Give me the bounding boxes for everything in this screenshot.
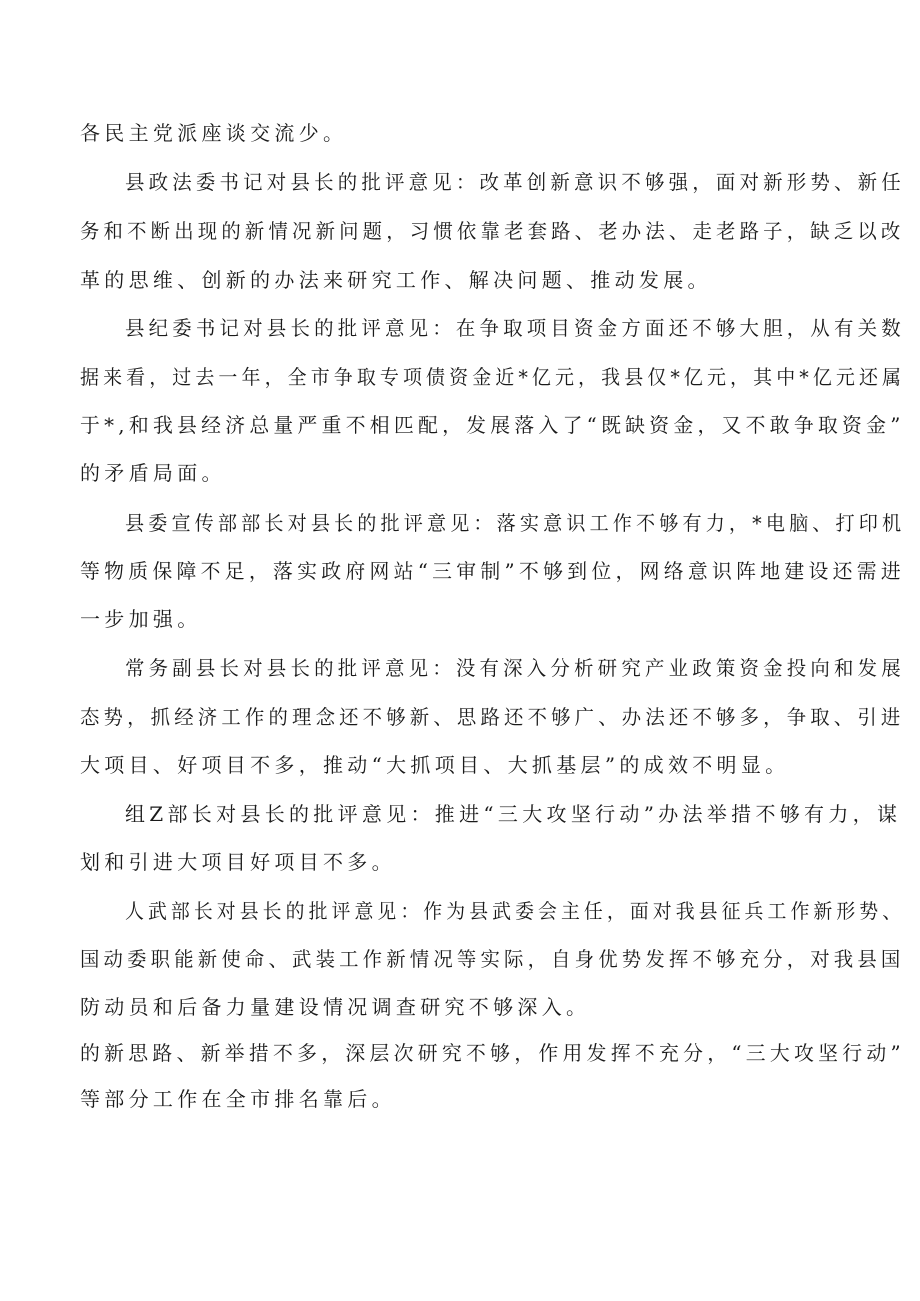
text-line: 防动员和后备力量建设情况调查研究不够深入。 [80, 995, 591, 1019]
text-line: 的矛盾局面。 [80, 461, 226, 485]
text-line: 人武部长对县长的批评意见：作为县武委会主任，面对我县征兵工作新形势、 [125, 899, 906, 923]
text-line: 县纪委书记对县长的批评意见：在争取项目资金方面还不够大胆，从有关数 [125, 316, 905, 340]
text-line: 革的思维、创新的办法来研究工作、解决问题、推动发展。 [80, 268, 712, 292]
text-line: 的新思路、新举措不多，深层次研究不够，作用发挥不充分，“三大攻坚行动” [80, 1041, 905, 1065]
text-line: 等部分工作在全市排名靠后。 [80, 1087, 396, 1111]
text-line: 务和不断出现的新情况新问题，习惯依靠老套路、老办法、走老路子，缺乏以改 [80, 219, 905, 243]
text-line: 县委宣传部部长对县长的批评意见：落实意识工作不够有力，*电脑、打印机 [125, 511, 906, 535]
text-line: 各民主党派座谈交流少。 [80, 121, 348, 145]
text-line: 于*,和我县经济总量严重不相匹配，发展落入了“既缺资金，又不敢争取资金” [80, 413, 905, 437]
text-line: 常务副县长对县长的批评意见：没有深入分析研究产业政策资金投向和发展 [125, 656, 905, 680]
text-line: 国动委职能新使命、武装工作新情况等实际，自身优势发挥不够充分，对我县国 [80, 947, 905, 971]
text-line: 等物质保障不足，落实政府网站“三审制”不够到位，网络意识阵地建设还需进 [80, 559, 905, 583]
text-line: 组Z部长对县长的批评意见：推进“三大攻坚行动”办法举措不够有力，谋 [125, 802, 902, 826]
text-line: 态势，抓经济工作的理念还不够新、思路还不够广、办法还不够多，争取、引进 [80, 705, 905, 729]
text-line: 划和引进大项目好项目不多。 [80, 850, 396, 874]
text-line: 县政法委书记对县长的批评意见：改革创新意识不够强，面对新形势、新任 [125, 170, 905, 194]
text-line: 一步加强。 [80, 607, 202, 631]
text-line: 据来看，过去一年，全市争取专项债资金近*亿元，我县仅*亿元，其中*亿元还属 [80, 365, 906, 389]
text-line: 大项目、好项目不多，推动“大抓项目、大抓基层”的成效不明显。 [80, 753, 790, 777]
